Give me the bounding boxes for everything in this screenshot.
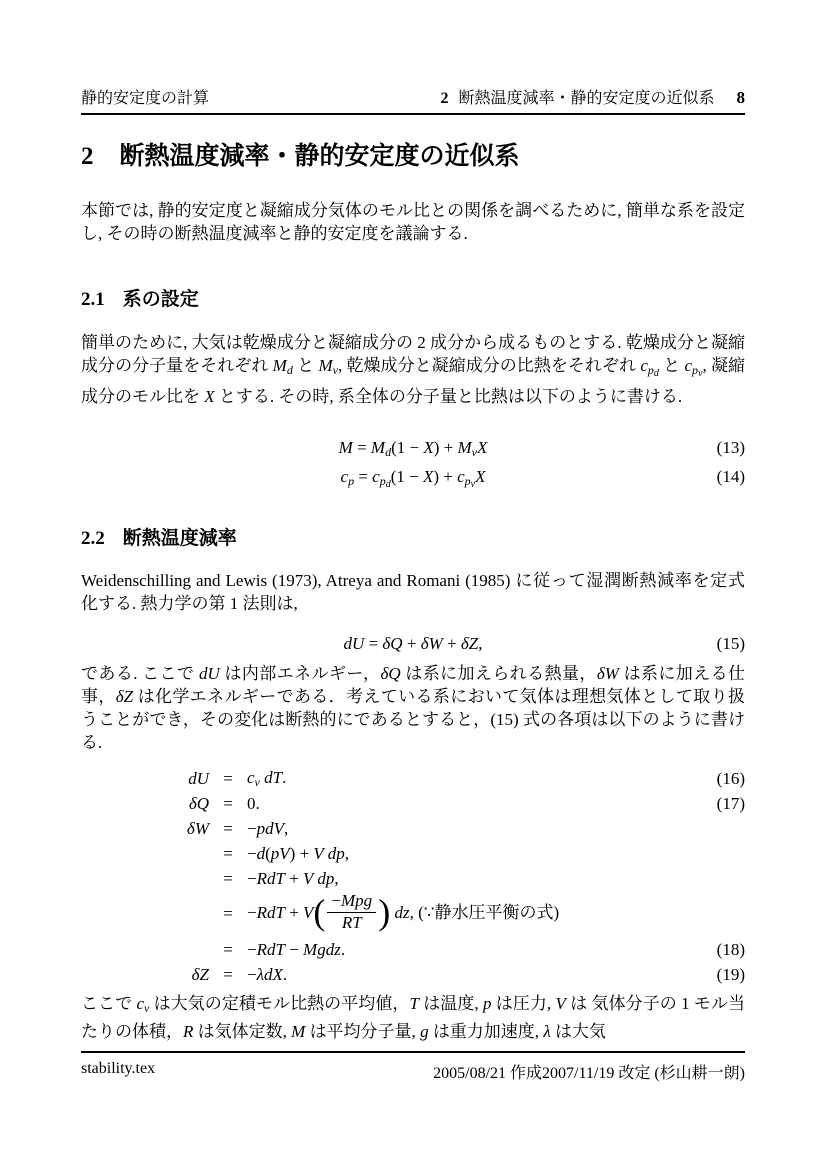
subsection-2-2-heading [81,523,745,550]
closing-paragraph: ここで cv は大気の定積モル比熱の平均値，T は温度, p は圧力, V は 気体分子の 1 モル当たりの体積，R は気体定数, M は平均分子量, g は重力加速度, λ は大気 [81,994,746,1041]
lapse-rate-intro-paragraph: Weidenschilling and Lewis (1973), Atreya and Romani (1985) に従って湿潤断熱減率を定式化する. 熱力学の第 1 法則は, [81,571,745,613]
running-section-number: 2 [440,90,449,107]
section-title: 断熱温度減率・静的安定度の近似系 [119,142,520,170]
page-header [81,85,745,115]
subsection-title: 断熱温度減率 [122,528,237,549]
subsection-number: 2.2 [81,528,105,549]
equation-row: δQ = 0. (17) [188,793,745,813]
equation-row: δW = −pdV, [186,818,289,838]
equation-row: = −RdT − Mgdz. (18) [223,939,745,959]
running-section-title: 断熱温度減率・静的安定度の近似系 [458,90,715,107]
running-head-left: 静的安定度の計算 [81,90,210,107]
page-number: 8 [736,88,745,107]
equation-number: (18) [716,939,745,959]
equation-number: (14) [716,467,745,486]
page-footer [81,1051,745,1083]
equation-15 [81,629,745,658]
equation-array-16-19 [81,766,745,987]
subsection-number: 2.1 [81,289,105,310]
equation-15-block [81,629,745,658]
equation-row: δZ = −λdX. (19) [191,964,745,984]
section-number: 2 [81,143,94,170]
fraction: $\frac{\text{−Mpg}}{RT}$ [327,891,376,933]
equation-body: dU = δQ + δW + δZ, [343,634,483,653]
equation-row: = −d(pV) + V dp, [223,843,349,863]
running-head-right [440,85,745,108]
section-heading [81,136,745,172]
equation-number: (16) [716,768,745,788]
equation-number: (15) [716,634,745,653]
equation-body: M = Md(1 − X) + MvX [338,438,488,459]
equation-number: (13) [716,438,745,457]
footer-revision: 2005/08/21 作成2007/11/19 改定 (杉山耕一朗) [433,1065,745,1082]
system-setup-paragraph: 簡単のために, 大気は乾燥成分と凝縮成分の 2 成分から成るものとする. 乾燥成分と凝縮成分の分子量をそれぞれ Md と Mv, 乾燥成分と凝縮成分の比熱をそれぞれ $cp_d$ と $cp_v$, 凝縮成分のモル比を X とする. その時, 系全体の分子量と比熱は以下のように書ける. [81,333,746,406]
intro-paragraph: 本節では, 静的安定度と凝縮成分気体のモル比との関係を調べるために, 簡単な系を設定し, その時の断熱温度減率と静的安定度を議論する. [81,201,745,243]
equation-13 [81,433,745,462]
equation-14 [81,462,745,491]
equation-row: dU = cv dT. (16) [188,767,745,789]
subsection-2-1-heading [81,284,745,311]
term-definitions-paragraph: である. ここで dU は内部エネルギー，δQ は系に加えられる熱量，δW は系に加える仕事，δZ は化学エネルギーである．考えている系において気体は理想気体として取り扱うことができ，その変化は断熱的にであるとすると，(15) 式の各項は以下のように書ける. [81,664,746,752]
equation-body: cp = $cp_d(1 - X) + cp_vX$ [340,467,486,490]
equation-number: (17) [716,793,745,813]
equation-row: = −RdT + V dp, [223,868,339,888]
footer-filename: stability.tex [81,1060,156,1077]
subsection-title: 系の設定 [122,289,199,310]
equation-number: (19) [716,964,745,984]
equation-row: = −RdT + V( $\frac{\text{−Mpg}}{RT}$ ) dz, (∵静水圧平衡の式) [223,891,560,932]
equation-group-13-14 [81,433,745,491]
